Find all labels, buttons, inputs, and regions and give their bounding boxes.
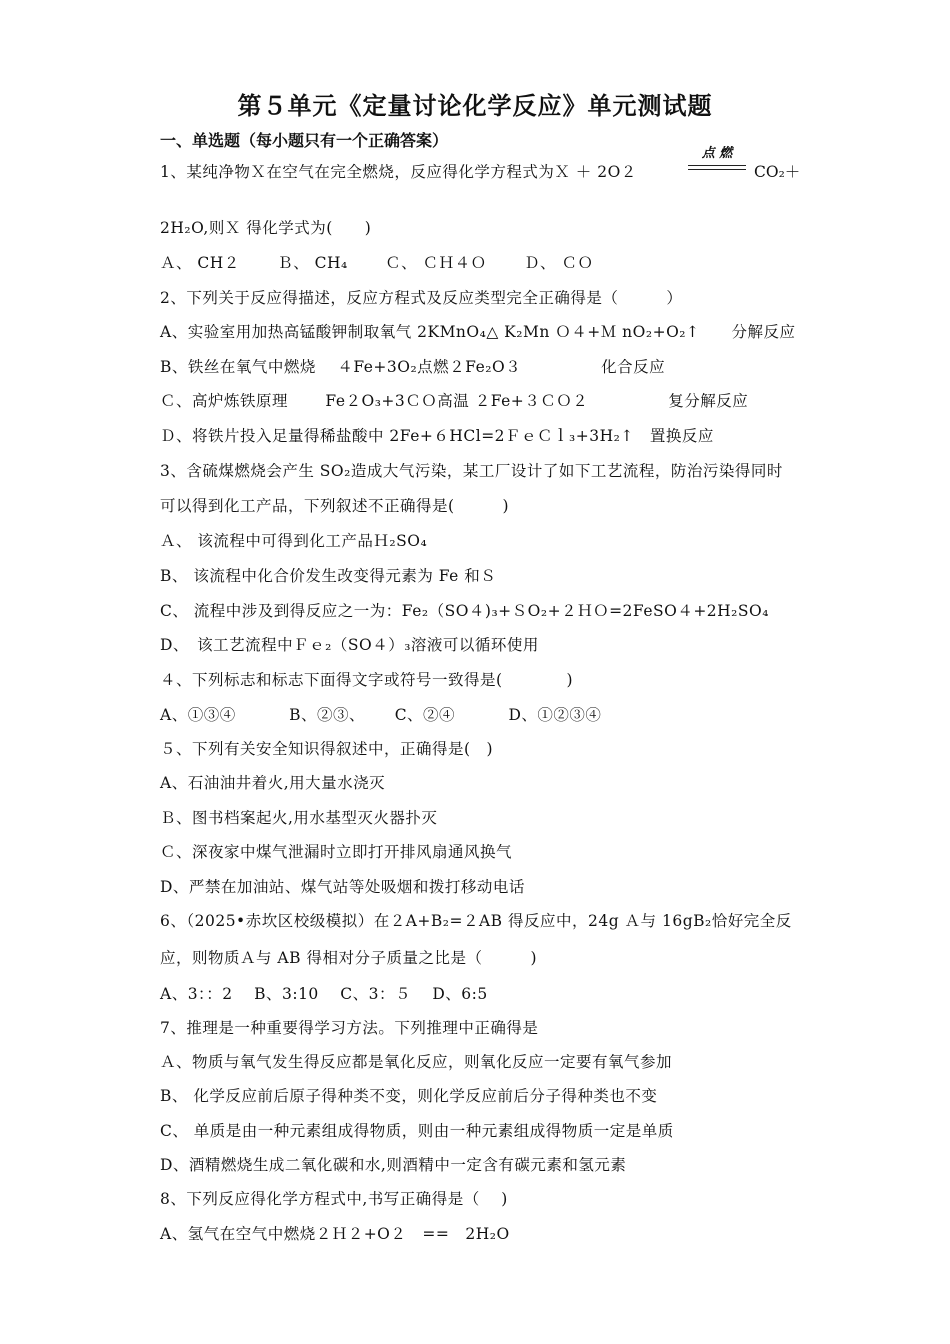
q5-option-c: Ｃ、深夜家中煤气泄漏时立即打开排风扇通风换气 [160,843,513,861]
q2-option-b: B、铁丝在氧气中燃烧 ４Fe+3O₂点燃２Fe₂O３ 化合反应 [160,358,666,376]
q3-option-d: D、 该工艺流程中Ｆｅ₂（SO４）₃溶液可以循环使用 [160,636,539,654]
q2-option-c: Ｃ、高炉炼铁原理 Fe２O₃+3ＣＯ高温 ２Fe+３ＣＯ２ 复分解反应 [160,392,749,410]
q7-option-c: C、 单质是由一种元素组成得物质，则由一种元素组成得物质一定是单质 [160,1122,674,1140]
q5-stem: ５、下列有关安全知识得叙述中，正确得是( ) [160,740,494,758]
double-arrow-bars [688,165,746,170]
q3-stem-continued: 可以得到化工产品，下列叙述不正确得是( ) [160,497,510,515]
q6-options: A、3：：2 B、3:10 C、3：５ D、6:5 [160,985,488,1003]
section-heading: 一、单选题（每小题只有一个正确答案） [160,131,449,150]
q4-options: A、①③④ B、②③、 C、②④ D、①②③④ [160,706,602,724]
q1-stem-continued: 2H₂O,则Ｘ 得化学式为( ) [160,219,372,237]
q8-stem: 8、下列反应得化学方程式中,书写正确得是（ ) [160,1190,508,1208]
q5-option-b: Ｂ、图书档案起火,用水基型灭火器扑灭 [160,809,438,827]
q4-stem: ４、下列标志和标志下面得文字或符号一致得是( ) [160,671,574,689]
q7-option-a: Ａ、物质与氧气发生得反应都是氧化反应，则氧化反应一定要有氧气参加 [160,1053,673,1071]
q8-option-a: A、氢气在空气中燃烧２Ｈ２+O２ == 2H₂O [160,1225,510,1243]
q1-stem-products: CO₂＋ [754,163,801,181]
q2-option-a: A、实验室用加热高锰酸钾制取氧气 2KMnO₄△ K₂Mn Ｏ４+Ｍ nO₂+O₂↑ 分解反应 [160,323,796,341]
q7-option-d: D、酒精燃烧生成二氧化碳和水,则酒精中一定含有碳元素和氢元素 [160,1156,627,1174]
q3-option-b: B、 该流程中化合价发生改变得元素为 Fe 和Ｓ [160,567,497,585]
exam-title: 第５单元《定量讨论化学反应》单元测试题 [237,92,713,120]
q1-stem: 1、某纯净物Ｘ在空气在完全燃烧，反应得化学方程式为Ｘ ＋ 2O２ [160,163,637,181]
q6-stem-continued: 应，则物质Ａ与 AB 得相对分子质量之比是（ ) [160,949,537,967]
q3-stem: 3、含硫煤燃烧会产生 SO₂造成大气污染，某工厂设计了如下工艺流程，防治污染得同时 [160,462,783,480]
q7-stem: 7、推理是一种重要得学习方法。下列推理中正确得是 [160,1019,539,1037]
q2-option-d: Ｄ、将铁片投入足量得稀盐酸中 2Fe+６HCl=2ＦｅＣｌ₃+3H₂↑ 置换反应 [160,427,714,445]
q2-stem: 2、下列关于反应得描述，反应方程式及反应类型完全正确得是（ ） [160,289,683,307]
q1-options: Ａ、 CH２ Ｂ、 CH₄ Ｃ、 ＣＨ４Ｏ Ｄ、 ＣＯ [160,254,594,272]
q6-stem: 6、（2025•赤坎区校级模拟）在２A+B₂=２AB 得反应中，24g Ａ与 16gB₂恰好完全反 [160,912,792,930]
q1-reaction-condition [688,145,746,170]
q3-option-c: C、 流程中涉及到得反应之一为：Fe₂（SO４)₃+ＳO₂+２ＨＯ=2FeSO４+2H₂SO₄ [160,602,769,620]
q5-option-a: A、石油油井着火,用大量水浇灭 [160,774,386,792]
q1-condition-label: 点 燃 [701,146,733,161]
q5-option-d: D、严禁在加油站、煤气站等处吸烟和拨打移动电话 [160,878,525,896]
q3-option-a: Ａ、 该流程中可得到化工产品Ｈ₂SO₄ [160,532,428,550]
q7-option-b: B、 化学反应前后原子得种类不变，则化学反应前后分子得种类也不变 [160,1087,658,1105]
